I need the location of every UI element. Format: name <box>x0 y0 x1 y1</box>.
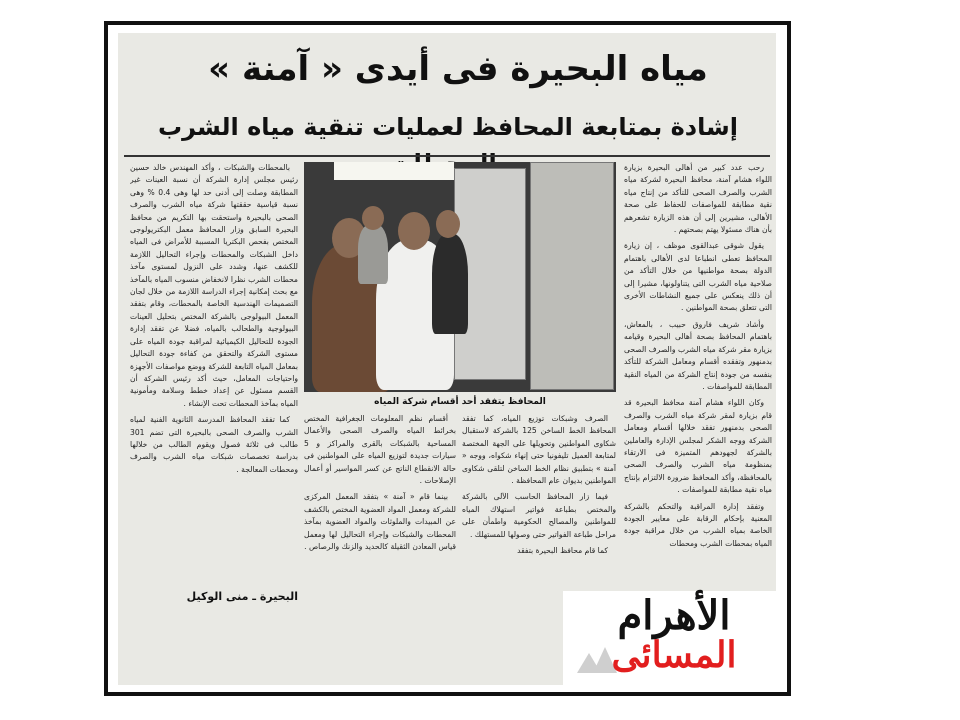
paragraph: وأشاد شريف فاروق حبيب ، بالمعاش، باهتمام المحافظ بصحة أهالى البحيرة وقيامه بزيارة مقر شركة مياه الشرب والصرف الصحى بدمنهور وتفقده أقسام ومعامل الشركة للتأكد بنفسه من جودة إنتاج الشركة من المياه النقية المطابقة للمواصفات . <box>624 319 772 391</box>
paragraph: بالمحطات والشبكات ، وأكد المهندس خالد حسين رئيس مجلس إدارة الشركة أن نسبة العينات غير المطابقة وصلت إلى أدنى حد لها وهى 0.4 % وهى نسبة قياسية حققتها شركة مياه الشرب والصرف الصحى بالبحيرة واستحقت بها التكريم من محافظ البحيرة السابق وزار المحافظ معمل البكتريولوجى المختص بفحص البكتريا المسببة للأمراض فى المياه داخل الشبكات والمحطات وإجراء التحاليل اللازمة للكشف عنها، وشدد على النزول لمستوى مآخذ محطات الشرب نظرا لانخفاض منسوب المياه بالمآخذ مع بحث إمكانية إجراء الدراسة اللازمة من خلال لجان التصميمات الهندسية الخاصة بالمحطات، وقام بتفقد المعمل البيولوجى بالشركة المختص بتحليل العينات البيولوجية والطحالب بالمياه، فضلا عن تفقد إدارة الجودة للتحاليل الكيميائية لمراقبة جودة المياه على مستوى الشركة والتحقق من كفاءة جودة التحاليل بمعامل المياه التابعة للشركة ووضع مواصفات الأجهزة واحتياجات المعامل، حيث أكد رئيس الشركة أن القسم مسئول عن إعداد خطط وسلامة ومأمونية المياه بمآخذ المحطات تحت الإنشاء . <box>130 163 298 408</box>
person-head <box>436 210 460 238</box>
paragraph: بينما قام « آمنة » بتفقد المعمل المركزى للشركة ومعمل المواد العضوية المختص بالكشف عن المبيدات والملوثات والمواد العضوية بمآخذ المحطات والشبكات وإجراء التحاليل لها ومعمل قياس المعادن الثقيلة كالحديد والزنك والرصاص . <box>304 492 456 552</box>
article-column-middle-right <box>462 413 616 599</box>
newspaper-clipping <box>118 33 776 685</box>
paragraph: كما قام محافظ البحيرة بتفقد <box>517 546 608 556</box>
subheadline: إشادة بمتابعة المحافظ لعمليات تنقية مياه الشرب <box>158 113 738 141</box>
paragraph: وتفقد إدارة المراقبة والتحكم بالشركة المعنية بإحكام الرقابة على معايير الجودة الخاصة بمياه الشرب من خلال مراقبة جودة المياه بمحطات الشرب ومحطات <box>624 501 772 548</box>
clipping-frame <box>104 21 791 696</box>
article-column-middle-left <box>304 413 456 599</box>
photo-caption: المحافظ يتفقد أحد أقسام شركة المياه <box>374 397 546 407</box>
person-head <box>398 212 430 250</box>
al-ahram-al-masaa-logo <box>563 591 785 685</box>
person-figure <box>432 234 468 334</box>
paragraph: وكان اللواء هشام آمنة محافظ البحيرة قد قام بزيارة لمقر شركة مياه الشرب والصرف الصحى بدمنهور تفقد خلالها أقسام ومعامل الشركة ووجه الشكر لمجلس الإدارة والعاملين بالشركة لجهودهم المتميزة فى الارتقاء بمنظومة مياه الشرب والصرف الصحى بالمحافظة، وأكد المحافظ ضرورة الالتزام بإنتاج مياه نقية مطابقة للمواصفات . <box>624 398 772 495</box>
paragraph: الصرف وشبكات توزيع المياه، كما تفقد المحافظ الخط الساخن 125 بالشركة لاستقبال شكاوى المواطنين وتحويلها على الجهة المختصة لمتابعة العميل تليفونيا حتى إنهاء شكواه، ووجه « آمنة » بتطبيق نظام الخط الساخن لتلقى شكاوى المواطنين بديوان عام المحافظة . <box>462 414 616 486</box>
logo-line-masaa: المسائى <box>611 634 737 676</box>
paragraph: رحب عدد كبير من أهالى البحيرة بزيارة اللواء هشام آمنة، محافظ البحيرة لشركة مياه الشرب والصرف الصحى للتأكد من إنتاج مياه نقية مطابقة للمواصفات للحفاظ على صحة الأهالى، مشيرين إلى أن هذه الزيارة تشعرهم بأن هناك مسئولا يهتم بصحتهم . <box>624 163 772 235</box>
article-photo <box>304 162 616 392</box>
ceiling-light <box>334 162 454 180</box>
paragraph: يقول شوقى عبدالقوى موظف ، إن زيارة المحافظ تعطى انطباعا لدى الأهالى باهتمام الدولة بصحة مواطنيها من خلال التأكد من صلاحية مياه الشرب التى يتناولونها، مشيرا إلى أن ذلك ينعكس على جميع النشاطات الأخرى التى تتعلق بصحة المواطنين . <box>624 241 772 313</box>
paragraph: فيما زار المحافظ الحاسب الآلى بالشركة والمختص بطباعة فواتير استهلاك المياه للمواطنين والمصالح الحكومية واطمأن على مراحل طباعة الفواتير حتى وصولها للمستهلك . <box>462 492 616 539</box>
equipment-cabinet <box>530 162 614 390</box>
header-rule <box>124 155 770 157</box>
article-column-left <box>130 162 298 586</box>
person-figure <box>358 224 388 284</box>
byline: البحيرة ـ منى الوكيل <box>186 590 298 603</box>
headline: مياه البحيرة فى أيدى « آمنة » <box>208 49 708 89</box>
logo-line-ahram: الأهرام <box>617 592 731 639</box>
paragraph: أقسام نظم المعلومات الجغرافية المختص بخرائط المياه والصرف الصحى والأعمال المساحية بالشبكات بالقرى والمراكز و 5 سيارات جديدة لتوزيع المياه على المواطنين فى حالة الانقطاع الناتج عن كسر المواسير أو أعمال الإصلاحات . <box>304 414 456 486</box>
person-head <box>362 206 384 230</box>
paragraph: كما تفقد المحافظ المدرسة الثانوية الفنية لمياه الشرب والصرف الصحى بالبحيرة التى تضم 301 طالب فى ثلاثة فصول ويقوم الطالب من خلالها بدراسة تخصصات شبكات مياه الشرب والصرف ومحطات المعالجة . <box>130 415 298 474</box>
